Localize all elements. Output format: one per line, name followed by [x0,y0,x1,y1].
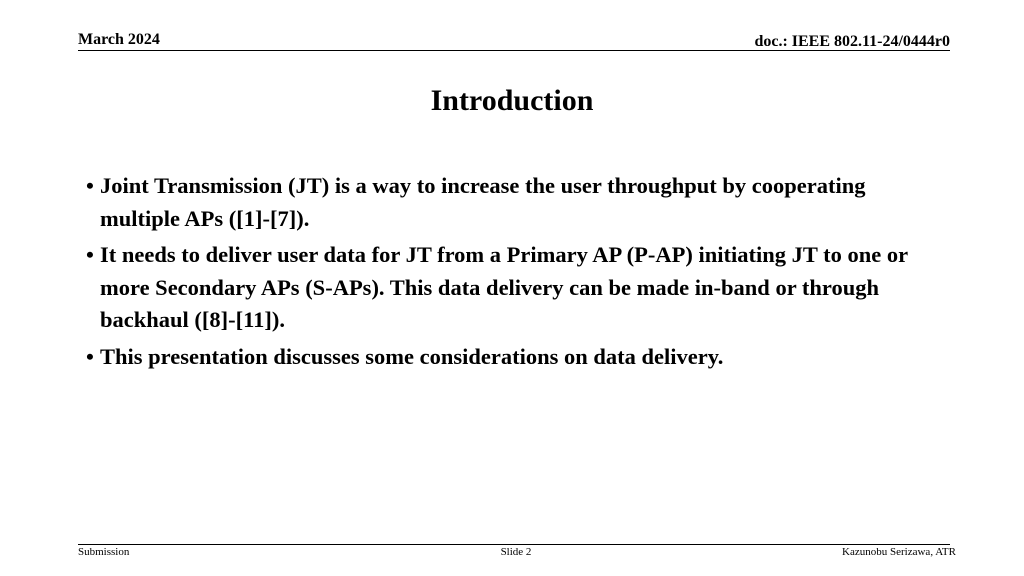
bullet-text: This presentation discusses some considerations on data delivery. [100,343,724,369]
header-date: March 2024 [78,31,160,48]
bullet-marker: • [86,173,94,198]
slide-title: Introduction [430,84,594,117]
footer-slide-number: Slide 2 [500,546,532,558]
bullet-item [86,170,936,235]
bullet-item [86,239,936,337]
bullet-marker: • [86,242,94,267]
header-divider [78,50,950,51]
footer-submission: Submission [78,546,130,558]
bullet-list [86,170,936,377]
footer-author: Kazunobu Serizawa, ATR [842,546,956,558]
header-doc-id: doc.: IEEE 802.11-24/0444r0 [754,33,950,50]
bullet-marker: • [86,343,94,369]
bullet-text: Joint Transmission (JT) is a way to increase the user throughput by cooperating multiple APs ([1]-[7]). [100,173,866,231]
footer-divider [78,544,950,545]
bullet-text: It needs to deliver user data for JT from a Primary AP (P-AP) initiating JT to one or more Secondary APs (S-APs). This data delivery can be made in-band or through backhaul ([8]-[11]). [100,242,908,332]
bullet-item [86,341,936,374]
